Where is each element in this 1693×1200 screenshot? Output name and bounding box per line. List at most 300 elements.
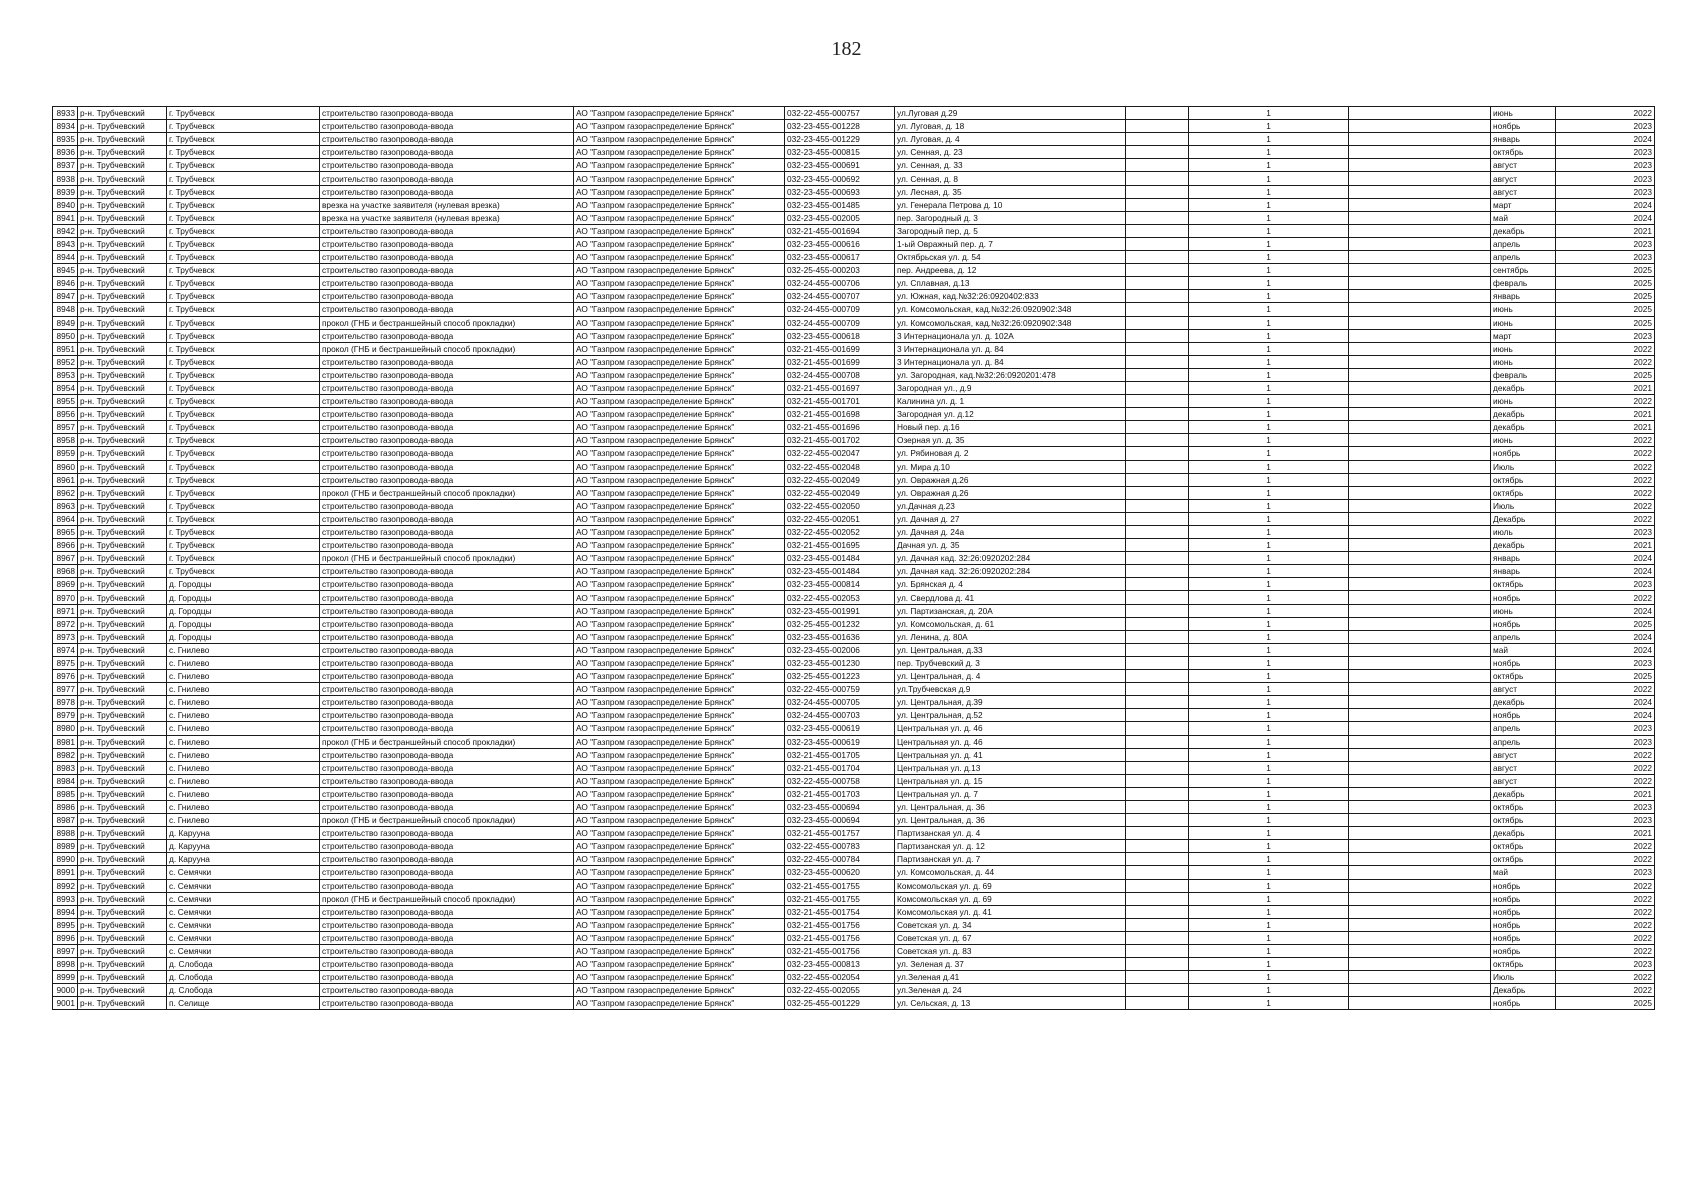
- cell-work-type: строительство газопровода-ввода: [320, 840, 574, 853]
- cell-organization: АО "Газпром газораспределение Брянск": [574, 565, 785, 578]
- cell-district: р-н. Трубчевский: [78, 617, 167, 630]
- cell-empty-column-2: [1349, 630, 1491, 643]
- cell-settlement: с. Гнилево: [167, 656, 320, 669]
- cell-address: ул. Генерала Петрова д. 10: [895, 198, 1126, 211]
- cell-empty-column: [1126, 224, 1189, 237]
- cell-year: 2025: [1556, 368, 1655, 381]
- cell-district: р-н. Трубчевский: [78, 211, 167, 224]
- cell-year: 2023: [1556, 735, 1655, 748]
- cell-quantity: 1: [1189, 172, 1349, 185]
- table-row: [53, 303, 1655, 316]
- cell-row-number: 9001: [53, 997, 78, 1010]
- cell-settlement: с. Гнилево: [167, 761, 320, 774]
- cell-address: ул. Загородная, кад.№32:26:0920201:478: [895, 368, 1126, 381]
- cell-address: Партизанская ул. д. 7: [895, 853, 1126, 866]
- cell-work-type: строительство газопровода-ввода: [320, 971, 574, 984]
- cell-address: ул. Луговая, д. 18: [895, 120, 1126, 133]
- cell-organization: АО "Газпром газораспределение Брянск": [574, 814, 785, 827]
- cell-month: июнь: [1491, 316, 1556, 329]
- cell-row-number: 8948: [53, 303, 78, 316]
- cell-month: ноябрь: [1491, 120, 1556, 133]
- cell-year: 2022: [1556, 840, 1655, 853]
- cell-organization: АО "Газпром газораспределение Брянск": [574, 892, 785, 905]
- cell-application-number: 032-21-455-001704: [785, 761, 895, 774]
- cell-empty-column-2: [1349, 709, 1491, 722]
- cell-settlement: с. Гнилево: [167, 709, 320, 722]
- cell-district: р-н. Трубчевский: [78, 107, 167, 120]
- cell-month: апрель: [1491, 251, 1556, 264]
- cell-settlement: с. Семячки: [167, 879, 320, 892]
- cell-year: 2022: [1556, 905, 1655, 918]
- cell-quantity: 1: [1189, 526, 1349, 539]
- cell-settlement: с. Гнилево: [167, 683, 320, 696]
- cell-address: Комсомольская ул. д. 41: [895, 905, 1126, 918]
- cell-year: 2023: [1556, 526, 1655, 539]
- cell-quantity: 1: [1189, 761, 1349, 774]
- cell-organization: АО "Газпром газораспределение Брянск": [574, 120, 785, 133]
- table-row: [53, 264, 1655, 277]
- cell-quantity: 1: [1189, 683, 1349, 696]
- cell-address: ул. Сенная, д. 8: [895, 172, 1126, 185]
- cell-organization: АО "Газпром газораспределение Брянск": [574, 499, 785, 512]
- cell-quantity: 1: [1189, 133, 1349, 146]
- cell-work-type: строительство газопровода-ввода: [320, 997, 574, 1010]
- cell-year: 2022: [1556, 761, 1655, 774]
- cell-settlement: с. Гнилево: [167, 696, 320, 709]
- cell-row-number: 8991: [53, 866, 78, 879]
- cell-quantity: 1: [1189, 408, 1349, 421]
- cell-row-number: 8955: [53, 395, 78, 408]
- table-row: [53, 526, 1655, 539]
- cell-settlement: г. Трубчевск: [167, 526, 320, 539]
- cell-row-number: 8946: [53, 277, 78, 290]
- cell-row-number: 8952: [53, 355, 78, 368]
- cell-district: р-н. Трубчевский: [78, 971, 167, 984]
- cell-address: Центральная ул. д.13: [895, 761, 1126, 774]
- cell-settlement: г. Трубчевск: [167, 146, 320, 159]
- cell-work-type: строительство газопровода-ввода: [320, 499, 574, 512]
- cell-settlement: г. Трубчевск: [167, 198, 320, 211]
- cell-settlement: г. Трубчевск: [167, 447, 320, 460]
- cell-application-number: 032-21-455-001755: [785, 892, 895, 905]
- cell-row-number: 8982: [53, 748, 78, 761]
- cell-quantity: 1: [1189, 604, 1349, 617]
- cell-address: ул. Южная, кад.№32:26:0920402:833: [895, 290, 1126, 303]
- cell-settlement: г. Трубчевск: [167, 355, 320, 368]
- cell-empty-column-2: [1349, 945, 1491, 958]
- cell-address: ул. Овражная д.26: [895, 486, 1126, 499]
- cell-work-type: строительство газопровода-ввода: [320, 617, 574, 630]
- cell-empty-column-2: [1349, 761, 1491, 774]
- cell-empty-column-2: [1349, 172, 1491, 185]
- cell-empty-column: [1126, 761, 1189, 774]
- cell-empty-column: [1126, 539, 1189, 552]
- cell-month: март: [1491, 329, 1556, 342]
- cell-organization: АО "Газпром газораспределение Брянск": [574, 617, 785, 630]
- cell-district: р-н. Трубчевский: [78, 630, 167, 643]
- cell-address: ул. Сенная, д. 23: [895, 146, 1126, 159]
- cell-settlement: д. Городцы: [167, 578, 320, 591]
- table-row: [53, 722, 1655, 735]
- cell-settlement: г. Трубчевск: [167, 172, 320, 185]
- cell-settlement: с. Гнилево: [167, 787, 320, 800]
- cell-year: 2025: [1556, 290, 1655, 303]
- cell-address: Центральная ул. д. 41: [895, 748, 1126, 761]
- cell-month: декабрь: [1491, 787, 1556, 800]
- cell-row-number: 8973: [53, 630, 78, 643]
- cell-empty-column: [1126, 905, 1189, 918]
- cell-settlement: г. Трубчевск: [167, 211, 320, 224]
- cell-month: август: [1491, 159, 1556, 172]
- cell-district: р-н. Трубчевский: [78, 656, 167, 669]
- cell-empty-column: [1126, 578, 1189, 591]
- cell-empty-column-2: [1349, 133, 1491, 146]
- cell-row-number: 8967: [53, 552, 78, 565]
- table-row: [53, 342, 1655, 355]
- cell-address: Озерная ул. д. 35: [895, 434, 1126, 447]
- cell-settlement: г. Трубчевск: [167, 185, 320, 198]
- cell-address: ул.Дачная д.23: [895, 499, 1126, 512]
- cell-year: 2022: [1556, 395, 1655, 408]
- cell-settlement: г. Трубчевск: [167, 264, 320, 277]
- cell-work-type: прокол (ГНБ и бестраншейный способ прокладки): [320, 486, 574, 499]
- table-row: [53, 460, 1655, 473]
- cell-work-type: строительство газопровода-ввода: [320, 107, 574, 120]
- cell-year: 2023: [1556, 656, 1655, 669]
- cell-work-type: строительство газопровода-ввода: [320, 565, 574, 578]
- cell-row-number: 8951: [53, 342, 78, 355]
- cell-work-type: строительство газопровода-ввода: [320, 473, 574, 486]
- cell-address: ул. Центральная, д. 36: [895, 814, 1126, 827]
- cell-settlement: г. Трубчевск: [167, 290, 320, 303]
- cell-year: 2024: [1556, 604, 1655, 617]
- cell-row-number: 8938: [53, 172, 78, 185]
- table-row: [53, 198, 1655, 211]
- cell-organization: АО "Газпром газораспределение Брянск": [574, 931, 785, 944]
- cell-work-type: строительство газопровода-ввода: [320, 670, 574, 683]
- cell-row-number: 8934: [53, 120, 78, 133]
- cell-application-number: 032-25-455-001232: [785, 617, 895, 630]
- cell-empty-column: [1126, 512, 1189, 525]
- cell-organization: АО "Газпром газораспределение Брянск": [574, 997, 785, 1010]
- cell-organization: АО "Газпром газораспределение Брянск": [574, 237, 785, 250]
- table-row: [53, 696, 1655, 709]
- cell-address: ул. Центральная, д. 4: [895, 670, 1126, 683]
- cell-month: сентябрь: [1491, 264, 1556, 277]
- cell-quantity: 1: [1189, 421, 1349, 434]
- cell-organization: АО "Газпром газораспределение Брянск": [574, 211, 785, 224]
- cell-quantity: 1: [1189, 827, 1349, 840]
- cell-empty-column: [1126, 368, 1189, 381]
- cell-month: ноябрь: [1491, 892, 1556, 905]
- cell-empty-column-2: [1349, 290, 1491, 303]
- cell-work-type: строительство газопровода-ввода: [320, 512, 574, 525]
- cell-organization: АО "Газпром газораспределение Брянск": [574, 735, 785, 748]
- cell-settlement: д. Слобода: [167, 971, 320, 984]
- table-row: [53, 421, 1655, 434]
- table-row: [53, 355, 1655, 368]
- cell-address: ул.Зеленая д. 24: [895, 984, 1126, 997]
- cell-empty-column-2: [1349, 866, 1491, 879]
- cell-empty-column: [1126, 486, 1189, 499]
- cell-organization: АО "Газпром газораспределение Брянск": [574, 879, 785, 892]
- cell-empty-column-2: [1349, 814, 1491, 827]
- cell-settlement: с. Гнилево: [167, 800, 320, 813]
- table-row: [53, 958, 1655, 971]
- cell-district: р-н. Трубчевский: [78, 395, 167, 408]
- table-row: [53, 224, 1655, 237]
- cell-quantity: 1: [1189, 198, 1349, 211]
- cell-address: 3 Интернационала ул. д. 84: [895, 355, 1126, 368]
- cell-application-number: 032-23-455-001229: [785, 133, 895, 146]
- cell-empty-column-2: [1349, 421, 1491, 434]
- cell-month: декабрь: [1491, 539, 1556, 552]
- cell-organization: АО "Газпром газораспределение Брянск": [574, 486, 785, 499]
- cell-month: август: [1491, 172, 1556, 185]
- cell-empty-column: [1126, 774, 1189, 787]
- cell-year: 2024: [1556, 198, 1655, 211]
- cell-empty-column: [1126, 342, 1189, 355]
- cell-address: ул. Центральная, д.39: [895, 696, 1126, 709]
- cell-address: ул. Рябиновая д. 2: [895, 447, 1126, 460]
- cell-address: ул.Трубчевская д.9: [895, 683, 1126, 696]
- cell-organization: АО "Газпром газораспределение Брянск": [574, 971, 785, 984]
- cell-application-number: 032-21-455-001699: [785, 355, 895, 368]
- cell-empty-column-2: [1349, 853, 1491, 866]
- cell-month: октябрь: [1491, 146, 1556, 159]
- cell-settlement: д. Слобода: [167, 984, 320, 997]
- cell-settlement: д. Городцы: [167, 604, 320, 617]
- cell-month: ноябрь: [1491, 656, 1556, 669]
- cell-empty-column-2: [1349, 512, 1491, 525]
- cell-application-number: 032-23-455-000617: [785, 251, 895, 264]
- cell-year: 2024: [1556, 211, 1655, 224]
- cell-row-number: 8997: [53, 945, 78, 958]
- cell-settlement: г. Трубчевск: [167, 316, 320, 329]
- cell-settlement: г. Трубчевск: [167, 539, 320, 552]
- cell-organization: АО "Газпром газораспределение Брянск": [574, 552, 785, 565]
- cell-application-number: 032-23-455-000619: [785, 735, 895, 748]
- cell-empty-column-2: [1349, 224, 1491, 237]
- cell-settlement: г. Трубчевск: [167, 499, 320, 512]
- cell-application-number: 032-22-455-002051: [785, 512, 895, 525]
- cell-row-number: 8941: [53, 211, 78, 224]
- cell-address: ул. Дачная кад. 32:26:0920202:284: [895, 565, 1126, 578]
- table-row: [53, 447, 1655, 460]
- cell-address: ул. Зеленая д. 37: [895, 958, 1126, 971]
- cell-row-number: 8981: [53, 735, 78, 748]
- cell-organization: АО "Газпром газораспределение Брянск": [574, 748, 785, 761]
- cell-empty-column-2: [1349, 879, 1491, 892]
- cell-organization: АО "Газпром газораспределение Брянск": [574, 434, 785, 447]
- cell-month: февраль: [1491, 368, 1556, 381]
- cell-quantity: 1: [1189, 879, 1349, 892]
- cell-empty-column: [1126, 931, 1189, 944]
- cell-application-number: 032-21-455-001695: [785, 539, 895, 552]
- table-row: [53, 512, 1655, 525]
- cell-empty-column-2: [1349, 696, 1491, 709]
- cell-quantity: 1: [1189, 945, 1349, 958]
- cell-empty-column: [1126, 971, 1189, 984]
- cell-address: ул. Комсомольская, кад.№32:26:0920902:348: [895, 303, 1126, 316]
- table-row: [53, 709, 1655, 722]
- cell-year: 2023: [1556, 958, 1655, 971]
- cell-empty-column: [1126, 237, 1189, 250]
- cell-row-number: 8945: [53, 264, 78, 277]
- cell-work-type: строительство газопровода-ввода: [320, 460, 574, 473]
- cell-application-number: 032-23-455-001230: [785, 656, 895, 669]
- cell-empty-column: [1126, 630, 1189, 643]
- cell-district: р-н. Трубчевский: [78, 355, 167, 368]
- cell-empty-column: [1126, 146, 1189, 159]
- cell-work-type: строительство газопровода-ввода: [320, 656, 574, 669]
- cell-organization: АО "Газпром газораспределение Брянск": [574, 342, 785, 355]
- table-row: [53, 683, 1655, 696]
- cell-district: р-н. Трубчевский: [78, 945, 167, 958]
- cell-organization: АО "Газпром газораспределение Брянск": [574, 578, 785, 591]
- table-row: [53, 643, 1655, 656]
- cell-application-number: 032-25-455-001229: [785, 997, 895, 1010]
- cell-work-type: строительство газопровода-ввода: [320, 591, 574, 604]
- cell-month: январь: [1491, 290, 1556, 303]
- cell-year: 2021: [1556, 539, 1655, 552]
- cell-quantity: 1: [1189, 748, 1349, 761]
- cell-organization: АО "Газпром газораспределение Брянск": [574, 840, 785, 853]
- cell-settlement: г. Трубчевск: [167, 133, 320, 146]
- cell-application-number: 032-21-455-001696: [785, 421, 895, 434]
- cell-work-type: строительство газопровода-ввода: [320, 945, 574, 958]
- table-row: [53, 892, 1655, 905]
- cell-quantity: 1: [1189, 984, 1349, 997]
- cell-row-number: 8936: [53, 146, 78, 159]
- cell-application-number: 032-23-455-002005: [785, 211, 895, 224]
- cell-settlement: г. Трубчевск: [167, 303, 320, 316]
- cell-organization: АО "Газпром газораспределение Брянск": [574, 146, 785, 159]
- cell-quantity: 1: [1189, 630, 1349, 643]
- cell-district: р-н. Трубчевский: [78, 251, 167, 264]
- cell-row-number: 8980: [53, 722, 78, 735]
- cell-district: р-н. Трубчевский: [78, 539, 167, 552]
- cell-district: р-н. Трубчевский: [78, 879, 167, 892]
- cell-row-number: 8963: [53, 499, 78, 512]
- cell-address: ул. Дачная д. 24а: [895, 526, 1126, 539]
- cell-application-number: 032-22-455-002049: [785, 486, 895, 499]
- cell-district: р-н. Трубчевский: [78, 578, 167, 591]
- cell-quantity: 1: [1189, 578, 1349, 591]
- cell-empty-column: [1126, 264, 1189, 277]
- cell-settlement: г. Трубчевск: [167, 395, 320, 408]
- cell-district: р-н. Трубчевский: [78, 565, 167, 578]
- cell-district: р-н. Трубчевский: [78, 643, 167, 656]
- cell-address: Центральная ул. д. 46: [895, 735, 1126, 748]
- cell-district: р-н. Трубчевский: [78, 264, 167, 277]
- cell-settlement: с. Гнилево: [167, 735, 320, 748]
- table-row: [53, 945, 1655, 958]
- cell-district: р-н. Трубчевский: [78, 198, 167, 211]
- cell-application-number: 032-21-455-001703: [785, 787, 895, 800]
- table-row: [53, 604, 1655, 617]
- cell-application-number: 032-23-455-000693: [785, 185, 895, 198]
- cell-work-type: строительство газопровода-ввода: [320, 408, 574, 421]
- cell-quantity: 1: [1189, 303, 1349, 316]
- cell-month: ноябрь: [1491, 447, 1556, 460]
- cell-application-number: 032-23-455-001485: [785, 198, 895, 211]
- cell-application-number: 032-21-455-001756: [785, 931, 895, 944]
- cell-organization: АО "Газпром газораспределение Брянск": [574, 787, 785, 800]
- cell-year: 2023: [1556, 172, 1655, 185]
- cell-address: ул. Партизанская, д. 20А: [895, 604, 1126, 617]
- cell-quantity: 1: [1189, 958, 1349, 971]
- cell-application-number: 032-22-455-000783: [785, 840, 895, 853]
- table-row: [53, 473, 1655, 486]
- cell-empty-column-2: [1349, 918, 1491, 931]
- cell-application-number: 032-22-455-000784: [785, 853, 895, 866]
- cell-district: р-н. Трубчевский: [78, 800, 167, 813]
- cell-month: Июль: [1491, 971, 1556, 984]
- cell-address: Советская ул. д. 34: [895, 918, 1126, 931]
- cell-quantity: 1: [1189, 905, 1349, 918]
- cell-row-number: 8970: [53, 591, 78, 604]
- cell-application-number: 032-21-455-001697: [785, 381, 895, 394]
- cell-quantity: 1: [1189, 866, 1349, 879]
- cell-district: р-н. Трубчевский: [78, 905, 167, 918]
- cell-year: 2022: [1556, 945, 1655, 958]
- cell-month: август: [1491, 748, 1556, 761]
- cell-district: р-н. Трубчевский: [78, 237, 167, 250]
- cell-empty-column: [1126, 473, 1189, 486]
- cell-organization: АО "Газпром газораспределение Брянск": [574, 866, 785, 879]
- cell-quantity: 1: [1189, 971, 1349, 984]
- cell-month: апрель: [1491, 630, 1556, 643]
- cell-work-type: строительство газопровода-ввода: [320, 264, 574, 277]
- cell-organization: АО "Газпром газораспределение Брянск": [574, 460, 785, 473]
- cell-settlement: с. Гнилево: [167, 722, 320, 735]
- cell-work-type: строительство газопровода-ввода: [320, 722, 574, 735]
- cell-organization: АО "Газпром газораспределение Брянск": [574, 905, 785, 918]
- cell-quantity: 1: [1189, 460, 1349, 473]
- table-row: [53, 774, 1655, 787]
- cell-empty-column: [1126, 945, 1189, 958]
- cell-row-number: 8958: [53, 434, 78, 447]
- cell-year: 2022: [1556, 499, 1655, 512]
- cell-application-number: 032-22-455-000757: [785, 107, 895, 120]
- cell-work-type: строительство газопровода-ввода: [320, 984, 574, 997]
- cell-month: декабрь: [1491, 827, 1556, 840]
- cell-quantity: 1: [1189, 355, 1349, 368]
- cell-district: р-н. Трубчевский: [78, 748, 167, 761]
- table-row: [53, 185, 1655, 198]
- cell-empty-column: [1126, 892, 1189, 905]
- cell-quantity: 1: [1189, 120, 1349, 133]
- cell-organization: АО "Газпром газораспределение Брянск": [574, 670, 785, 683]
- cell-work-type: строительство газопровода-ввода: [320, 290, 574, 303]
- cell-work-type: строительство газопровода-ввода: [320, 630, 574, 643]
- cell-quantity: 1: [1189, 656, 1349, 669]
- cell-work-type: строительство газопровода-ввода: [320, 853, 574, 866]
- cell-settlement: д. Слобода: [167, 958, 320, 971]
- cell-district: р-н. Трубчевский: [78, 342, 167, 355]
- cell-settlement: г. Трубчевск: [167, 120, 320, 133]
- cell-settlement: г. Трубчевск: [167, 552, 320, 565]
- table-row: [53, 761, 1655, 774]
- cell-year: 2024: [1556, 709, 1655, 722]
- cell-empty-column-2: [1349, 368, 1491, 381]
- cell-work-type: строительство газопровода-ввода: [320, 120, 574, 133]
- cell-district: р-н. Трубчевский: [78, 918, 167, 931]
- table-row: [53, 237, 1655, 250]
- table-row: [53, 840, 1655, 853]
- cell-month: октябрь: [1491, 800, 1556, 813]
